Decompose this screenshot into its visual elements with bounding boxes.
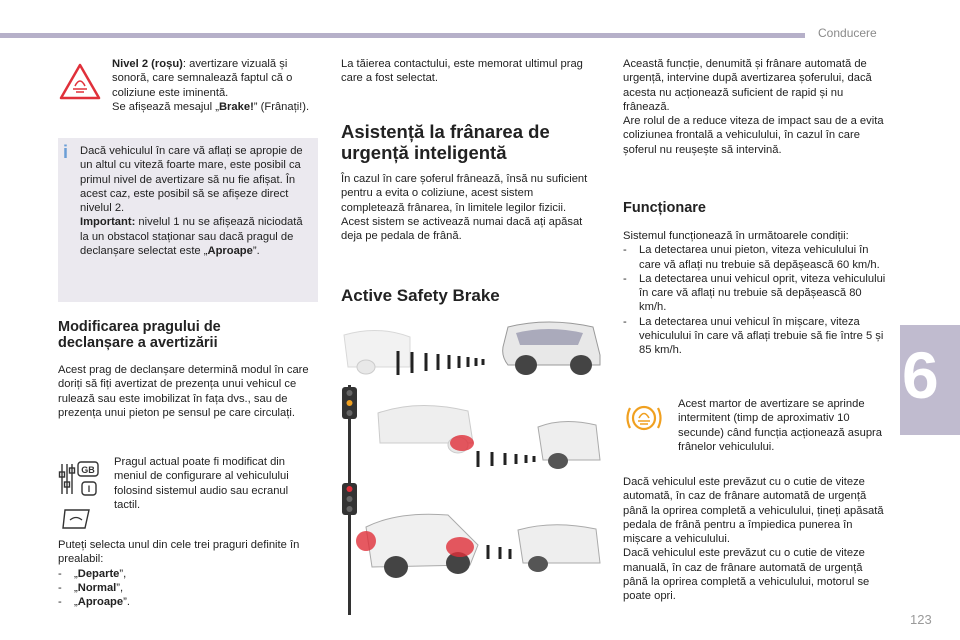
- option-item: - „Departe”,: [58, 567, 127, 580]
- scene-1: [344, 322, 600, 375]
- i-label: I: [87, 484, 91, 494]
- option-item: - „Aproape”.: [58, 596, 130, 609]
- language-settings-icon: [58, 458, 102, 500]
- page-number: 123: [910, 612, 932, 627]
- menu-text: Pragul actual poate fi modificat din meniul de configurare al vehiculului folosind sistemul audio sau ecranul tactil.: [114, 456, 289, 511]
- condition-item: - La detectarea unui vehicul în mișcare, viteza vehiculului în care vă aflați trebuie să fie între 5 și 85 km/h.: [623, 315, 884, 357]
- warning-light-text: Acest martor de avertizare se aprinde intermitent (timp de aproximativ 10 secunde) când funcția acționează asupra frânelor vehiculului.: [678, 398, 882, 453]
- level2-description: Nivel 2 (roșu): avertizare vizuală și sonoră, care semnalează faptul că o coliziune este iminentă. Se afișează mesajul „Brake!” (Frânați!).: [112, 58, 310, 113]
- aeb-intro: Această funcție, denumită și frânare automată de urgență, intervine după avertizarea șoferului, dacă acesta nu acționează suficient de rapid și nu frânează. Are rolul de a reduce viteza de impact sau de a evita coliziunea frontală a vehiculului, în cazul în care șoferul nu reușește să intervină.: [623, 58, 884, 156]
- info-icon: i: [63, 142, 69, 162]
- operation-heading: Funcționare: [623, 200, 706, 216]
- active-safety-brake-illustration: [338, 315, 603, 620]
- memorized-threshold-text: La tăierea contactului, este memorat ultimul prag care a fost selectat.: [341, 58, 583, 85]
- red-alert-triangle-icon: [58, 62, 102, 102]
- scene-3: [342, 483, 600, 578]
- chapter-number: 6: [902, 338, 939, 412]
- option-item: - „Normal”,: [58, 581, 124, 594]
- header-bar: [0, 33, 805, 38]
- gearbox-text: Dacă vehiculul este prevăzut cu o cutie de viteze automată, în caz de frânare automată de urgență până la oprirea completă a vehiculului, țineți apăsată pedala de frână pentru a împiedica punerea în mișcare a vehiculului. Dacă vehiculul este prevăzut cu o cutie de viteze manuală, în caz de frânare automată de urgență până la oprirea completă a vehiculului, motorul se poate opri.: [623, 476, 884, 603]
- emergency-braking-heading: Asistență la frânarea de urgență inteligentă: [341, 121, 550, 163]
- condition-item: - La detectarea unui pieton, viteza vehiculului în care vă aflați nu trebuie să depășească 60 km/h.: [623, 244, 880, 271]
- touchscreen-icon: [61, 508, 91, 530]
- active-safety-brake-heading: Active Safety Brake: [341, 286, 500, 305]
- condition-item: - La detectarea unui vehicul oprit, viteza vehiculului în care vă aflați nu trebuie să depășească 80 km/h.: [623, 272, 886, 314]
- section-title: Conducere: [818, 26, 877, 40]
- threshold-heading: Modificarea pragului de declanșare a avertizării: [58, 319, 221, 351]
- gb-label: GB: [81, 465, 95, 475]
- emergency-braking-paragraph: În cazul în care șoferul frânează, însă nu suficient pentru a evita o coliziune, acest sistem completează frânarea, în limitele legilor fizicii. Acest sistem se activează numai dacă ați apăsat deja pe pedala de frână.: [341, 173, 588, 243]
- info-text: Dacă vehiculul în care vă aflați se apropie de un altul cu viteză foarte mare, este posibil ca primul nivel de avertizare să nu fie afișat. În acest caz, este posibil să se afișeze direct nivelul 2. Important: nivelul 1 nu se afișează niciodată la un obstacol staționar sau dacă pragul de declanșare selectat este „Aproape”.: [80, 145, 303, 258]
- select-threshold-text: Puteți selecta unul din cele trei praguri definite în prealabil: - „Departe”, - „Normal”, - „Aproape”.: [58, 538, 316, 609]
- operation-conditions: Sistemul funcționează în următoarele condiții: - La detectarea unui pieton, viteza vehiculului în care vă aflați nu trebuie să depășească 60 km/h. - La detectarea unui vehicul oprit, viteza vehiculului în care vă aflați nu trebuie să depășească 80 km/h. - La detectarea unui vehicul în mișcare, viteza vehiculului în care vă aflați trebuie să fie între 5 și 85 km/h.: [623, 229, 888, 358]
- brake-warning-light-icon: [624, 400, 664, 436]
- scene-2: [342, 385, 600, 615]
- threshold-paragraph: Acest prag de declanșare determină modul în care doriți să fiți avertizat de prezența unui vehicul ce rulează sau este imobilizat în fața dvs., sau de prezența unui pieton pe sensul pe care circulați.: [58, 364, 309, 419]
